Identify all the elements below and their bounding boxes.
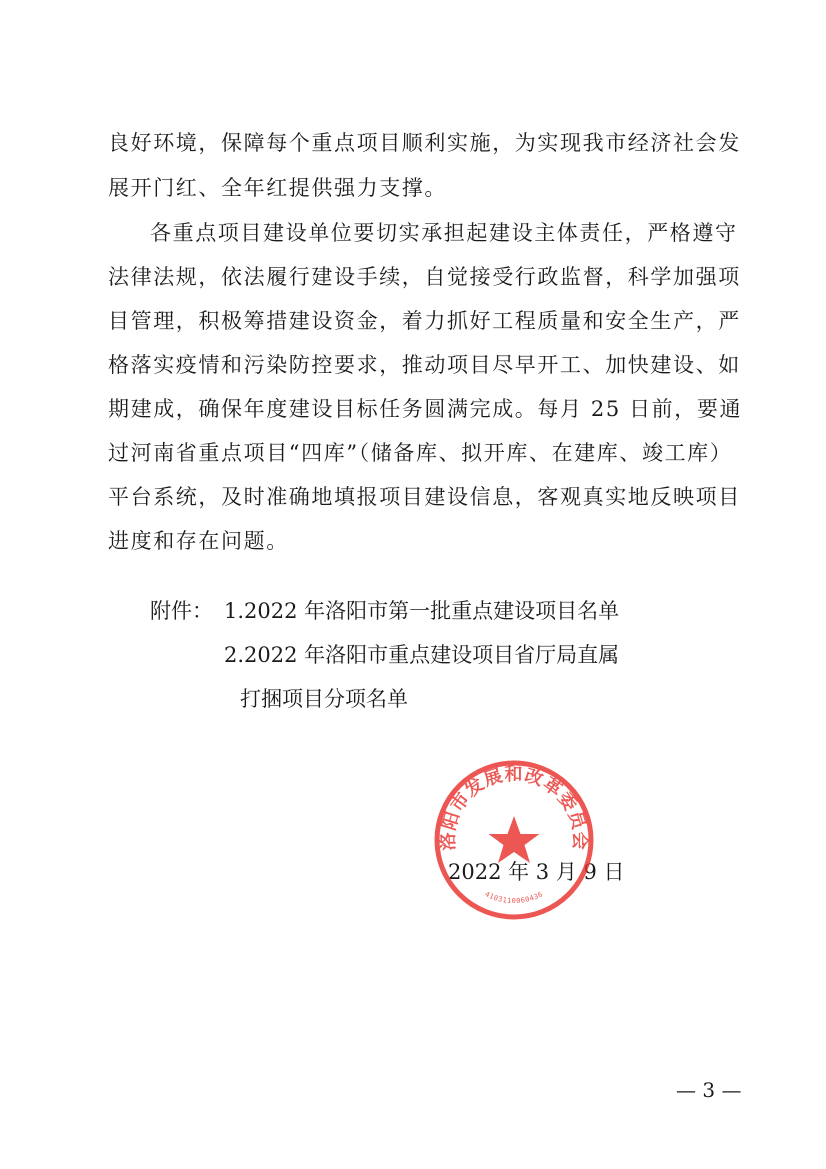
- body-line-4: 法律法规，依法履行建设手续，自觉接受行政监督，科学加强项: [108, 265, 741, 289]
- seal-code: 4103110060436: [483, 890, 545, 906]
- seal-star-icon: [489, 816, 540, 863]
- page-number: — 3 —: [676, 1078, 742, 1102]
- seal-text: 洛阳市发展和改革委员会: [437, 764, 591, 851]
- svg-text:4103110060436: [484, 890, 545, 905]
- attachment-item-2-line-1: 2.2022 年洛阳市重点建设项目省厅局直属: [224, 643, 620, 667]
- official-seal: [432, 758, 596, 922]
- attachment-item-2-line-2: 打捆项目分项名单: [240, 687, 408, 711]
- issue-date: 2022 年 3 月 9 日: [448, 860, 625, 884]
- body-line-10: 进度和存在问题。: [108, 529, 289, 553]
- body-line-3: 各重点项目建设单位要切实承担起建设主体责任，严格遵守: [150, 221, 738, 245]
- body-line-9: 平台系统，及时准确地填报项目建设信息，客观真实地反映项目: [108, 485, 741, 509]
- body-line-6: 格落实疫情和污染防控要求，推动项目尽早开工、加快建设、如: [108, 353, 741, 377]
- attachments-label: 附件：: [150, 599, 213, 623]
- body-line-7: 期建成，确保年度建设目标任务圆满完成。每月 25 日前，要通: [108, 397, 743, 421]
- attachment-item-1: 1.2022 年洛阳市第一批重点建设项目名单: [224, 599, 620, 623]
- body-line-1: 良好环境，保障每个重点项目顺利实施，为实现我市经济社会发: [108, 131, 741, 155]
- body-line-8: 过河南省重点项目“四库”（储备库、拟开库、在建库、竣工库）: [108, 441, 733, 465]
- body-line-5: 目管理，积极筹措建设资金，着力抓好工程质量和安全生产，严: [108, 309, 741, 333]
- body-line-2: 展开门红、全年红提供强力支撑。: [108, 176, 447, 200]
